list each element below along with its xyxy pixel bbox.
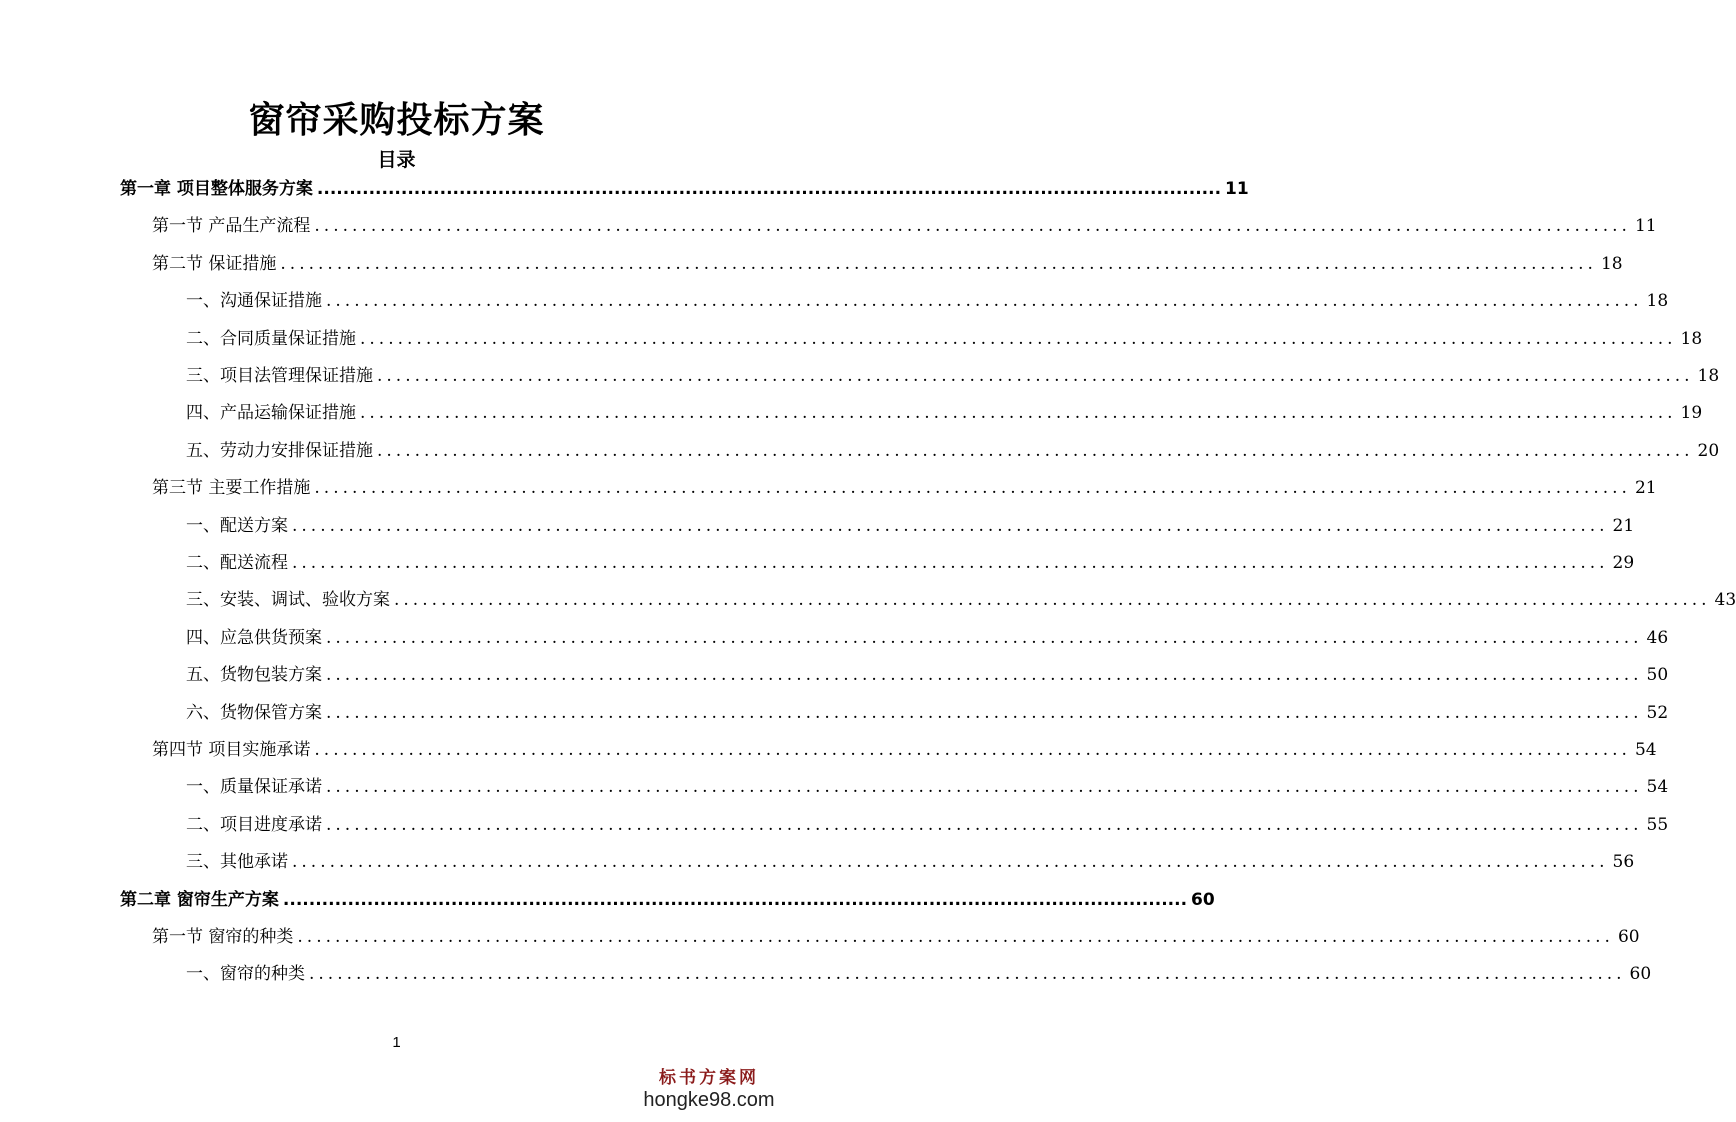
toc-entry[interactable] [186, 325, 1703, 353]
toc-dot-leader: ............................................................................................................................................ [292, 515, 1609, 536]
toc-entry[interactable] [120, 175, 1249, 203]
toc-entry-page: 11 [1225, 179, 1249, 199]
toc-entry-page: 54 [1634, 740, 1657, 760]
watermark-logo [639, 1068, 779, 1112]
toc-dot-leader: ............................................................................................................................................ [326, 665, 1643, 686]
toc-dot-leader: ............................................................................................................................................ [326, 814, 1643, 835]
toc-entry-page: 55 [1646, 814, 1669, 835]
toc-entry-label: 二、配送流程 [186, 553, 288, 573]
toc-entry-label: 第三节 主要工作措施 [152, 478, 311, 499]
toc-entry-label: 一、质量保证承诺 [186, 777, 322, 798]
toc-entry[interactable] [186, 773, 1669, 801]
toc-dot-leader: ............................................................................................................................................ [292, 852, 1609, 873]
toc-entry-page: 21 [1634, 478, 1657, 499]
toc-entry-page: 18 [1600, 253, 1623, 274]
toc-dot-leader: ............................................................................................................................................ [326, 627, 1643, 648]
toc-dot-leader: ............................................................................................................................................ [377, 366, 1694, 386]
toc-entry-label: 第一节 窗帘的种类 [152, 927, 294, 947]
toc-entry[interactable] [152, 250, 1623, 278]
toc-entry[interactable] [120, 886, 1215, 914]
toc-entry-page: 56 [1612, 852, 1635, 873]
toc-entry[interactable] [152, 923, 1640, 951]
toc-entry[interactable] [186, 549, 1635, 577]
toc-entry-page: 18 [1697, 366, 1720, 386]
toc-entry-label: 六、货物保管方案 [186, 702, 322, 723]
toc-entry[interactable] [186, 699, 1669, 727]
toc-entry[interactable] [186, 399, 1703, 427]
watermark-brand: 标书方案网 [659, 1068, 759, 1087]
toc-entry-page: 60 [1629, 964, 1652, 985]
toc-entry-page: 21 [1612, 515, 1635, 536]
toc-entry-page: 11 [1634, 216, 1657, 237]
toc-entry[interactable] [186, 362, 1720, 390]
toc-entry[interactable] [152, 474, 1657, 502]
toc-dot-leader: ............................................................................................................................................ [326, 291, 1643, 312]
toc-dot-leader: ............................................................................................................................................ [316, 179, 1222, 199]
toc-entry-label: 五、货物包装方案 [186, 665, 322, 686]
toc-entry[interactable] [186, 661, 1669, 689]
toc-entry-label: 第二节 保证措施 [152, 253, 277, 274]
toc-entry-page: 20 [1697, 440, 1720, 461]
toc-entry-page: 46 [1646, 627, 1669, 648]
toc-entry-page: 60 [1617, 927, 1640, 947]
toc-entry[interactable] [186, 586, 1736, 614]
toc-entry-label: 一、配送方案 [186, 515, 288, 536]
toc-entry-page: 50 [1646, 665, 1669, 686]
document-title: 窗帘采购投标方案 [248, 99, 545, 141]
toc-dot-leader: ............................................................................................................................................ [292, 553, 1609, 573]
toc-dot-leader: ............................................................................................................................................ [309, 964, 1626, 985]
toc-entry[interactable] [152, 736, 1657, 764]
toc-dot-leader: ............................................................................................................................................ [360, 328, 1677, 349]
toc-dot-leader: ............................................................................................................................................ [297, 927, 1614, 947]
toc-entry[interactable] [186, 960, 1652, 988]
toc-entry-label: 一、窗帘的种类 [186, 964, 305, 985]
toc-dot-leader: ............................................................................................................................................ [326, 702, 1643, 723]
toc-entry[interactable] [186, 848, 1635, 876]
toc-entry-label: 第一章 项目整体服务方案 [120, 179, 313, 199]
toc-entry-label: 二、项目进度承诺 [186, 814, 322, 835]
toc-entry[interactable] [186, 811, 1669, 839]
page-number: 1 [392, 1034, 401, 1051]
toc-entry-label: 一、沟通保证措施 [186, 291, 322, 312]
toc-dot-leader: ............................................................................................................................................ [314, 478, 1631, 499]
toc-dot-leader: ............................................................................................................................................ [360, 403, 1677, 424]
toc-entry[interactable] [186, 287, 1669, 315]
toc-entry-page: 43 [1714, 590, 1736, 611]
toc-entry-page: 18 [1680, 328, 1703, 349]
toc-dot-leader: ............................................................................................................................................ [314, 216, 1631, 237]
toc-entry-label: 二、合同质量保证措施 [186, 328, 356, 349]
toc-entry-page: 54 [1646, 777, 1669, 798]
toc-entry-page: 60 [1191, 889, 1215, 910]
toc-entry-page: 19 [1680, 403, 1703, 424]
toc-entry-label: 三、安装、调试、验收方案 [186, 590, 390, 611]
toc-entry[interactable] [152, 212, 1657, 240]
toc-entry[interactable] [186, 437, 1720, 465]
watermark-url: hongke98.com [643, 1089, 775, 1111]
toc-dot-leader: ............................................................................................................................................ [377, 440, 1694, 461]
toc-dot-leader: ............................................................................................................................................ [326, 777, 1643, 798]
toc-dot-leader: ............................................................................................................................................ [280, 253, 1597, 274]
toc-entry-label: 第四节 项目实施承诺 [152, 740, 311, 760]
toc-entry-label: 四、产品运输保证措施 [186, 403, 356, 424]
toc-entry-page: 29 [1612, 553, 1635, 573]
toc-entry-label: 第二章 窗帘生产方案 [120, 889, 279, 910]
toc-entry-label: 三、其他承诺 [186, 852, 288, 873]
toc-dot-leader: ............................................................................................................................................ [314, 740, 1631, 760]
toc-dot-leader: ............................................................................................................................................ [394, 590, 1711, 611]
toc-dot-leader: ............................................................................................................................................ [282, 889, 1188, 910]
toc-entry-label: 四、应急供货预案 [186, 627, 322, 648]
toc-heading: 目录 [377, 149, 416, 171]
toc-entry-page: 18 [1646, 291, 1669, 312]
toc-entry-page: 52 [1646, 702, 1669, 723]
toc-entry-label: 五、劳动力安排保证措施 [186, 440, 373, 461]
toc-entry-label: 第一节 产品生产流程 [152, 216, 311, 237]
toc-entry-label: 三、项目法管理保证措施 [186, 366, 373, 386]
toc-entry[interactable] [186, 624, 1669, 652]
toc-entry[interactable] [186, 512, 1635, 540]
